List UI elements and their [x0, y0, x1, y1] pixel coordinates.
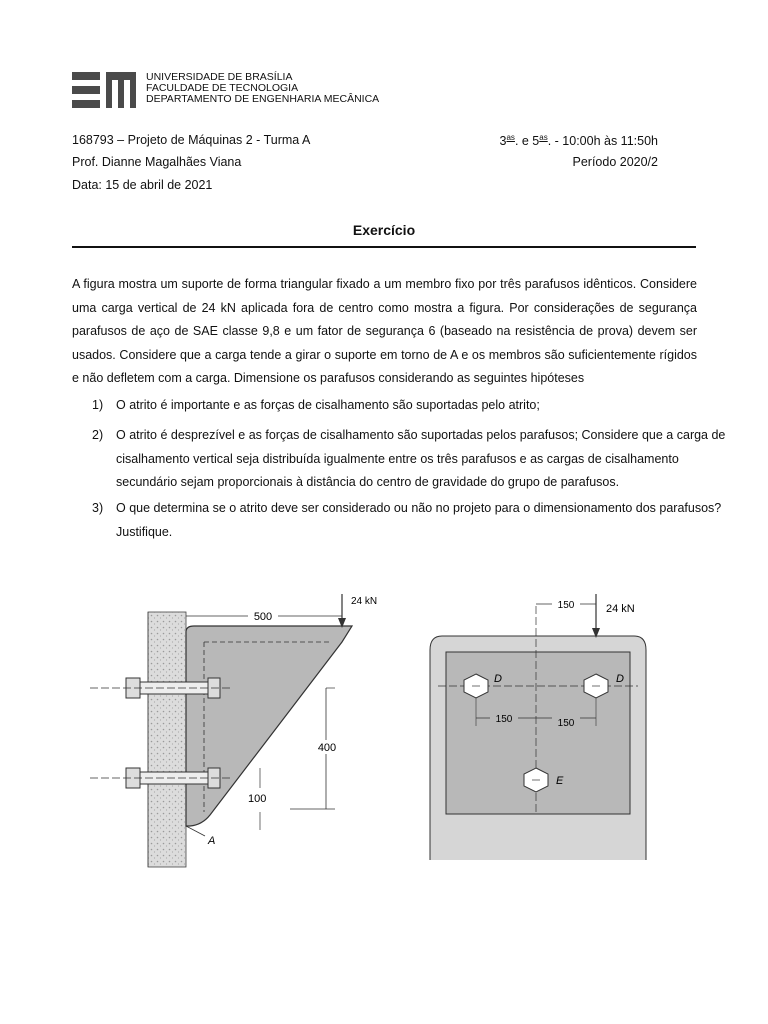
university-logo [72, 72, 136, 108]
schedule-day1: 3 [499, 134, 507, 149]
dim-150-right-label: 150 [557, 718, 575, 729]
problem-statement: A figura mostra um suporte de forma triangular fixado a um membro fixo por três parafusos idênticos. Considere uma carga vertical de 24 kN aplicada fora de centro como mostra a figura. Por considerações de segurança parafusos de aço de SAE classe 9,8 e um fator de segurança 6 (baseado na resistência de prova) devem ser usados. Considere que a carga tende a girar o suporte em torno de A e os membros são suficientemente rígidos e não defletem com a carga. Dimensione os parafusos considerando as seguintes hipóteses [72, 277, 697, 385]
course-code: 168793 – Projeto de Máquinas 2 - Turma A [72, 133, 311, 147]
point-a-label: A [208, 835, 216, 847]
list-item-text: O atrito é desprezível e as forças de cisalhamento são suportadas pelos parafusos; Considere que a carga de cisalhamento vertical seja distribuída igualmente entre os três parafusos e as cargas de cisalhamento secundário sejam proporcionais à distância do centro de gravidade do grupo de parafusos. [116, 428, 726, 489]
front-load-label: 24 kN [606, 603, 635, 615]
bolt-d-left-label: D [494, 673, 502, 685]
list-item-number: 2) [92, 428, 104, 442]
list-item-number: 1) [92, 398, 104, 412]
schedule-mid: . e 5 [514, 134, 540, 149]
wall [148, 612, 186, 867]
dim-400-label: 400 [317, 742, 337, 754]
schedule-time: . - 10:00h às 11:50h [547, 134, 658, 149]
bolt-d-right-label: D [616, 673, 624, 685]
dim-500-label: 500 [253, 611, 273, 623]
period: Período 2020/2 [572, 155, 658, 169]
list-item-text: O que determina se o atrito deve ser considerado ou não no projeto para o dimensionamento dos parafusos? Justifique. [116, 501, 722, 539]
bolt-e-label: E [556, 775, 564, 787]
page-title: Exercício [352, 222, 416, 238]
institution-line: UNIVERSIDADE DE BRASÍLIA [146, 71, 293, 83]
institution-line: DEPARTAMENTO DE ENGENHARIA MECÂNICA [146, 93, 380, 105]
institution-block [146, 72, 379, 105]
front-view [430, 594, 646, 860]
dim-100-label: 100 [248, 793, 267, 805]
dim-150-left-label: 150 [495, 714, 513, 725]
professor-name: Prof. Dianne Magalhães Viana [72, 155, 242, 169]
list-item-number: 3) [92, 501, 104, 515]
schedule [500, 133, 658, 148]
institution-line: FACULDADE DE TECNOLOGIA [146, 82, 299, 94]
schedule-sup2: as [539, 133, 548, 142]
schedule-sup1: as [506, 133, 515, 142]
bracket-figure [90, 590, 710, 870]
side-load-label: 24 kN [351, 596, 378, 607]
list-item-text: O atrito é importante e as forças de cisalhamento são suportadas pelo atrito; [116, 398, 540, 412]
exam-date: Data: 15 de abril de 2021 [72, 178, 213, 192]
title-divider [72, 246, 696, 248]
triangular-bracket [186, 626, 352, 826]
side-view [90, 594, 377, 867]
dim-150-top-label: 150 [557, 600, 575, 611]
